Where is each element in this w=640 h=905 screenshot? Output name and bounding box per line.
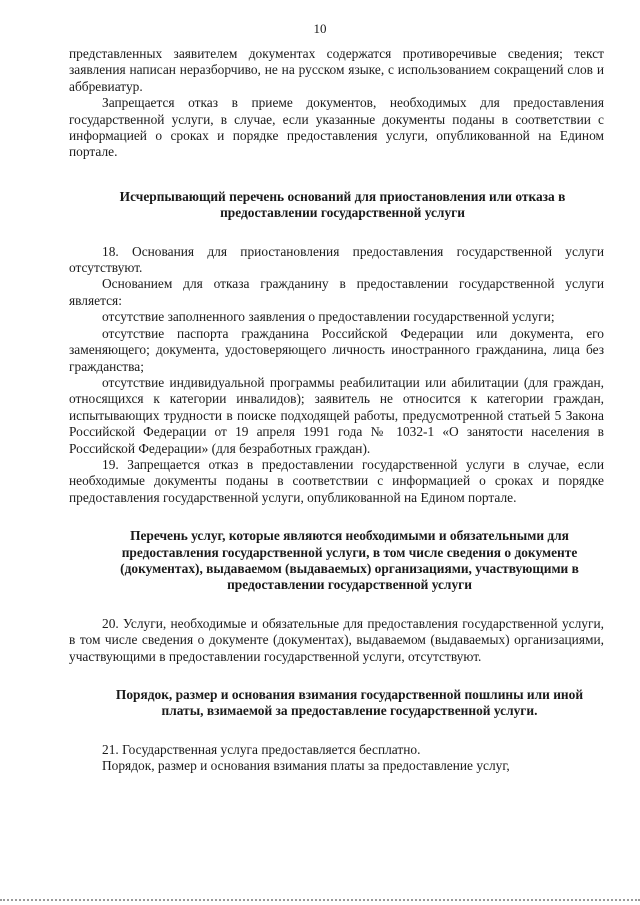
page-number: 10 [313,21,327,36]
section-heading-fees: Порядок, размер и основания взимания государственной пошлины или иной платы, взимаемой за предоставление государственной услуги. [115,687,584,719]
section-heading-grounds: Исчерпывающий перечень оснований для приостановления или отказа в предоставлении государственной услуги [119,188,566,221]
paragraph-no-rehab-program: отсутствие индивидуальной программы реабилитации или абилитации (для граждан, относящихся к категории инвалидов); заявитель не относится к категории граждан, испытывающих трудности в поиске подходящей работы, предусмотренной статьей 5 Закона Российской Федерации от 19 апреля 1991 года № 1032-1 «О занятости населения в Российской Федерации» (для безработных граждан). [69,374,604,456]
paragraph-20: 20. Услуги, необходимые и обязательные для предоставления государственной услуги, в том числе сведения о документе (документах), выдаваемом (выдаваемых) организациями, участвующими в предоставлении государственной услуги, отсутствуют. [69,615,604,664]
paragraph-refusal-basis: Основанием для отказа гражданину в предоставлении государственной услуги является: [69,276,604,308]
paragraph-19: 19. Запрещается отказ в предоставлении государственной услуги в случае, если необходимые документы поданы в соответствии с информацией о сроках и порядке предоставления государственной услуги, опубликованной на Едином портале. [69,456,604,505]
paragraph-no-passport: отсутствие паспорта гражданина Российской Федерации или документа, его заменяющего; документа, удостоверяющего личность иностранного гражданина, лица без гражданства; [69,325,604,374]
paragraph-no-application: отсутствие заполненного заявления о предоставлении государственной услуги; [102,309,555,325]
document-body [69,46,604,775]
paragraph-continued: представленных заявителем документах содержатся противоречивые сведения; текст заявления написан неразборчиво, не на русском языке, с использованием сокращений слов и аббревиатур. [69,46,604,94]
section-heading-required-services: Перечень услуг, которые являются необходимыми и обязательными для предоставления государственной услуги, в том числе сведения о документе (документах), выдаваемом (выдаваемых) организациями, участвующими в предоставлении государственной услуги [120,528,579,593]
paragraph-fees-procedure: Порядок, размер и основания взимания платы за предоставление услуг, [102,758,510,774]
paragraph-18: 18. Основания для приостановления предоставления государственной услуги отсутствуют. [69,243,604,276]
page-bottom-edge [0,899,640,901]
paragraph-refusal-prohibited: Запрещается отказ в приеме документов, необходимых для предоставления государственной услуги, в случае, если указанные документы поданы в соответствии с информацией о сроках и порядке предоставления услуги, опубликованной на Едином портале. [69,95,604,160]
paragraph-21: 21. Государственная услуга предоставляется бесплатно. [102,741,421,757]
